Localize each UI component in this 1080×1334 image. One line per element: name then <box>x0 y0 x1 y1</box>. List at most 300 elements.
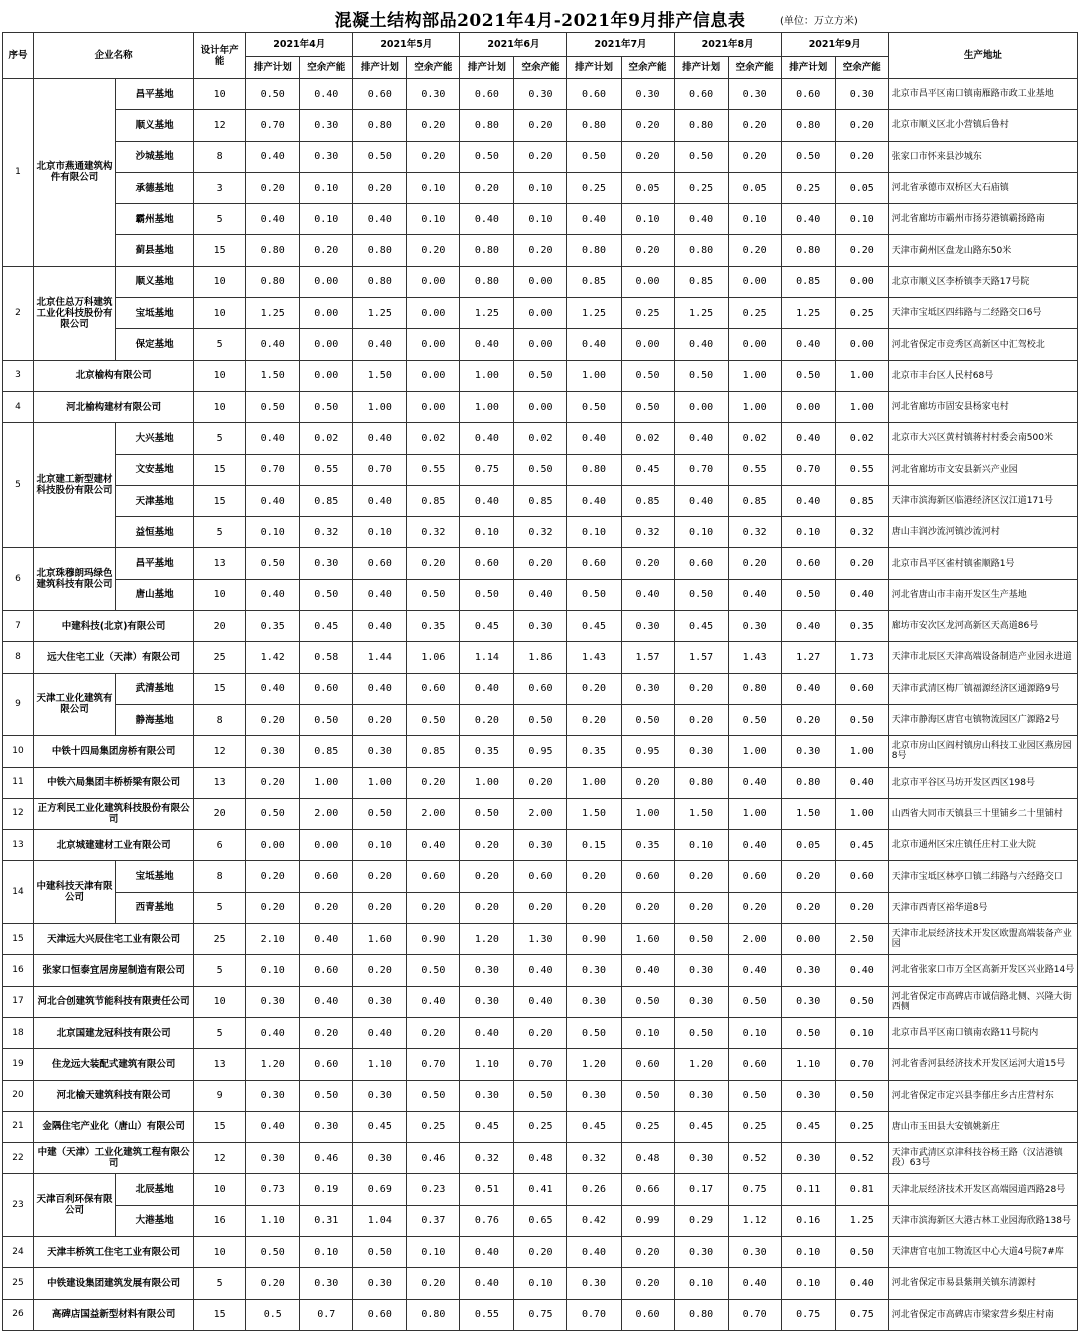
plan-cell: 0.30 <box>781 1143 835 1174</box>
plan-cell: 0.50 <box>246 1236 300 1267</box>
address-cell: 河北省保定市易县紫荆关镇东清源村 <box>888 1268 1077 1299</box>
plan-cell: 0.20 <box>781 861 835 892</box>
spare-cell: 0.00 <box>835 266 888 297</box>
spare-cell: 0.10 <box>407 172 460 203</box>
base-name: 大港基地 <box>116 1205 194 1236</box>
spare-cell: 1.60 <box>621 924 674 955</box>
seq-cell: 11 <box>3 767 34 798</box>
plan-cell: 0.20 <box>353 861 407 892</box>
spare-cell: 0.20 <box>621 235 674 266</box>
table-row <box>3 1049 1078 1080</box>
spare-cell: 0.70 <box>728 1299 781 1330</box>
spare-cell: 0.50 <box>407 704 460 735</box>
company-name: 中铁十四局集团房桥有限公司 <box>34 736 194 767</box>
spare-cell: 0.35 <box>407 611 460 642</box>
table-row <box>3 423 1078 454</box>
plan-cell: 0.30 <box>460 955 514 986</box>
table-row <box>3 736 1078 767</box>
address-cell: 河北省香河县经济技术开发区运河大道15号 <box>888 1049 1077 1080</box>
spare-cell: 0.00 <box>407 329 460 360</box>
seq-cell: 12 <box>3 798 34 829</box>
address-cell: 河北省张家口市万全区高新开发区兴业路14号 <box>888 955 1077 986</box>
spare-cell: 0.20 <box>407 141 460 172</box>
plan-cell: 0.80 <box>353 110 407 141</box>
capacity-cell: 10 <box>194 1236 246 1267</box>
company-name: 中铁六局集团丰桥桥梁有限公司 <box>34 767 194 798</box>
address-cell: 天津市宝坻区四纬路与二经路交口6号 <box>888 298 1077 329</box>
plan-cell: 0.80 <box>567 454 621 485</box>
plan-cell: 1.00 <box>567 360 621 391</box>
plan-cell: 0.35 <box>567 736 621 767</box>
plan-cell: 1.57 <box>674 642 728 673</box>
spare-cell: 0.45 <box>300 611 353 642</box>
plan-cell: 0.50 <box>781 141 835 172</box>
plan-cell: 1.14 <box>460 642 514 673</box>
header-month: 2021年9月 <box>781 33 888 57</box>
address-cell: 河北省承德市双桥区大石庙镇 <box>888 172 1077 203</box>
plan-cell: 0.35 <box>246 611 300 642</box>
spare-cell: 1.00 <box>835 391 888 422</box>
plan-cell: 0.20 <box>567 704 621 735</box>
spare-cell: 1.12 <box>728 1205 781 1236</box>
plan-cell: 0.40 <box>460 423 514 454</box>
capacity-cell: 10 <box>194 1174 246 1205</box>
table-row <box>3 360 1078 391</box>
base-name: 西青基地 <box>116 892 194 923</box>
plan-cell: 0.40 <box>460 1017 514 1048</box>
plan-cell: 0.80 <box>674 1299 728 1330</box>
seq-cell: 14 <box>3 861 34 924</box>
spare-cell: 0.40 <box>300 79 353 110</box>
spare-cell: 0.85 <box>407 736 460 767</box>
spare-cell: 0.30 <box>300 110 353 141</box>
company-name: 天津百利环保有限公司 <box>34 1174 116 1237</box>
plan-cell: 0.30 <box>353 1268 407 1299</box>
spare-cell: 0.20 <box>835 141 888 172</box>
address-cell: 北京市丰台区人民村68号 <box>888 360 1077 391</box>
spare-cell: 0.10 <box>835 204 888 235</box>
capacity-cell: 6 <box>194 830 246 861</box>
plan-cell: 0.50 <box>674 141 728 172</box>
spare-cell: 0.00 <box>728 329 781 360</box>
plan-cell: 0.20 <box>781 892 835 923</box>
page-title: 混凝土结构部品2021年4月-2021年9月排产信息表 <box>334 11 746 31</box>
spare-cell: 0.02 <box>514 423 567 454</box>
plan-cell: 0.20 <box>460 861 514 892</box>
spare-cell: 0.30 <box>300 1111 353 1142</box>
capacity-cell: 10 <box>194 79 246 110</box>
plan-cell: 0.80 <box>781 767 835 798</box>
address-cell: 河北省保定市高碑店市诚信路北侧、兴隆大街西侧 <box>888 986 1077 1017</box>
plan-cell: 0.90 <box>567 924 621 955</box>
spare-cell: 0.60 <box>621 861 674 892</box>
plan-cell: 1.25 <box>674 298 728 329</box>
base-name: 保定基地 <box>116 329 194 360</box>
plan-cell: 1.10 <box>353 1049 407 1080</box>
plan-cell: 0.40 <box>781 673 835 704</box>
base-name: 宝坻基地 <box>116 298 194 329</box>
company-name: 北京城建建材工业有限公司 <box>34 830 194 861</box>
spare-cell: 0.20 <box>621 141 674 172</box>
address-cell: 北京市顺义区李桥镇李天路17号院 <box>888 266 1077 297</box>
header-spare: 空余产能 <box>621 57 674 79</box>
spare-cell: 0.40 <box>835 767 888 798</box>
plan-cell: 0.80 <box>674 235 728 266</box>
spare-cell: 0.10 <box>514 172 567 203</box>
spare-cell: 0.75 <box>835 1299 888 1330</box>
spare-cell: 0.35 <box>621 830 674 861</box>
spare-cell: 0.25 <box>621 298 674 329</box>
seq-cell: 23 <box>3 1174 34 1237</box>
spare-cell: 0.75 <box>728 1174 781 1205</box>
seq-cell: 18 <box>3 1017 34 1048</box>
spare-cell: 0.60 <box>300 955 353 986</box>
table-row <box>3 924 1078 955</box>
capacity-cell: 25 <box>194 924 246 955</box>
plan-cell: 0.20 <box>674 704 728 735</box>
header-address: 生产地址 <box>888 33 1077 79</box>
plan-cell: 1.42 <box>246 642 300 673</box>
spare-cell: 0.85 <box>300 736 353 767</box>
table-row <box>3 955 1078 986</box>
plan-cell: 0.10 <box>674 830 728 861</box>
spare-cell: 0.00 <box>300 329 353 360</box>
company-name: 中建（天津）工业化建筑工程有限公司 <box>34 1143 194 1174</box>
plan-cell: 0.30 <box>781 1080 835 1111</box>
plan-cell: 0.30 <box>781 955 835 986</box>
capacity-cell: 8 <box>194 704 246 735</box>
plan-cell: 1.25 <box>460 298 514 329</box>
spare-cell: 1.00 <box>728 798 781 829</box>
spare-cell: 0.50 <box>621 986 674 1017</box>
spare-cell: 0.50 <box>300 1080 353 1111</box>
spare-cell: 0.20 <box>300 235 353 266</box>
plan-cell: 0.30 <box>353 986 407 1017</box>
address-cell: 唐山市玉田县大安镇姚新庄 <box>888 1111 1077 1142</box>
plan-cell: 0.80 <box>674 110 728 141</box>
spare-cell: 0.50 <box>621 704 674 735</box>
base-name: 静海基地 <box>116 704 194 735</box>
spare-cell: 0.20 <box>621 1236 674 1267</box>
spare-cell: 0.70 <box>835 1049 888 1080</box>
plan-cell: 0.25 <box>567 172 621 203</box>
company-name: 北京国建龙冠科技有限公司 <box>34 1017 194 1048</box>
plan-cell: 1.10 <box>781 1049 835 1080</box>
plan-cell: 0.40 <box>353 611 407 642</box>
plan-cell: 0.75 <box>781 1299 835 1330</box>
plan-cell: 0.50 <box>246 79 300 110</box>
plan-cell: 0.40 <box>353 423 407 454</box>
header-plan: 排产计划 <box>567 57 621 79</box>
spare-cell: 0.20 <box>835 892 888 923</box>
spare-cell: 0.48 <box>621 1143 674 1174</box>
header-plan: 排产计划 <box>460 57 514 79</box>
spare-cell: 0.50 <box>621 1080 674 1111</box>
spare-cell: 2.00 <box>300 798 353 829</box>
header-plan: 排产计划 <box>781 57 835 79</box>
plan-cell: 0.20 <box>246 172 300 203</box>
capacity-cell: 5 <box>194 1017 246 1048</box>
plan-cell: 1.20 <box>567 1049 621 1080</box>
address-cell: 北京市顺义区北小营镇后鲁村 <box>888 110 1077 141</box>
spare-cell: 0.25 <box>728 298 781 329</box>
address-cell: 北京市房山区阎村镇房山科技工业园区燕房园8号 <box>888 736 1077 767</box>
plan-cell: 1.00 <box>353 767 407 798</box>
plan-cell: 0.40 <box>567 204 621 235</box>
table-row <box>3 204 1078 235</box>
plan-cell: 0.80 <box>460 266 514 297</box>
spare-cell: 1.00 <box>835 798 888 829</box>
spare-cell: 0.40 <box>514 955 567 986</box>
plan-cell: 0.30 <box>246 1143 300 1174</box>
spare-cell: 0.85 <box>728 485 781 516</box>
capacity-cell: 5 <box>194 423 246 454</box>
table-row <box>3 329 1078 360</box>
company-name: 住龙远大装配式建筑有限公司 <box>34 1049 194 1080</box>
header-plan: 排产计划 <box>353 57 407 79</box>
plan-cell: 0.50 <box>674 924 728 955</box>
spare-cell: 0.20 <box>514 767 567 798</box>
spare-cell: 0.40 <box>514 579 567 610</box>
plan-cell: 0.30 <box>781 736 835 767</box>
capacity-cell: 15 <box>194 485 246 516</box>
company-name: 北京榆构有限公司 <box>34 360 194 391</box>
table-row <box>3 391 1078 422</box>
spare-cell: 0.40 <box>728 767 781 798</box>
spare-cell: 0.20 <box>407 767 460 798</box>
spare-cell: 1.00 <box>835 360 888 391</box>
spare-cell: 0.7 <box>300 1299 353 1330</box>
address-cell: 天津唐官屯加工物流区中心大道4号院7#库 <box>888 1236 1077 1267</box>
plan-cell: 0.40 <box>353 579 407 610</box>
plan-cell: 0.40 <box>246 673 300 704</box>
spare-cell: 0.10 <box>621 204 674 235</box>
address-cell: 唐山丰润沙流河镇沙流河村 <box>888 517 1077 548</box>
spare-cell: 0.20 <box>514 1236 567 1267</box>
address-cell: 天津市宝坻区林亭口镇二纬路与六经路交口 <box>888 861 1077 892</box>
spare-cell: 0.80 <box>728 673 781 704</box>
seq-cell: 19 <box>3 1049 34 1080</box>
capacity-cell: 3 <box>194 172 246 203</box>
spare-cell: 0.45 <box>835 830 888 861</box>
company-name: 中铁建设集团建筑发展有限公司 <box>34 1268 194 1299</box>
plan-cell: 0.40 <box>460 673 514 704</box>
plan-cell: 0.60 <box>567 548 621 579</box>
plan-cell: 0.85 <box>781 266 835 297</box>
spare-cell: 0.20 <box>514 141 567 172</box>
capacity-cell: 15 <box>194 454 246 485</box>
spare-cell: 0.35 <box>835 611 888 642</box>
plan-cell: 0.70 <box>781 454 835 485</box>
spare-cell: 0.60 <box>300 673 353 704</box>
base-name: 天津基地 <box>116 485 194 516</box>
plan-cell: 1.60 <box>353 924 407 955</box>
plan-cell: 0.00 <box>246 830 300 861</box>
table-row <box>3 798 1078 829</box>
plan-cell: 0.40 <box>460 204 514 235</box>
table-title-bar <box>0 0 1080 32</box>
plan-cell: 0.40 <box>674 485 728 516</box>
spare-cell: 0.10 <box>300 1236 353 1267</box>
plan-cell: 1.04 <box>353 1205 407 1236</box>
table-row <box>3 454 1078 485</box>
spare-cell: 0.23 <box>407 1174 460 1205</box>
address-cell: 北京市昌平区雀村镇雀顺路1号 <box>888 548 1077 579</box>
address-cell: 河北省廊坊市霸州市扬芬港镇霸扬路南 <box>888 204 1077 235</box>
spare-cell: 2.00 <box>514 798 567 829</box>
spare-cell: 0.58 <box>300 642 353 673</box>
spare-cell: 0.95 <box>621 736 674 767</box>
plan-cell: 0.10 <box>781 1236 835 1267</box>
header-month: 2021年7月 <box>567 33 674 57</box>
plan-cell: 0.20 <box>567 861 621 892</box>
address-cell: 北京市昌平区南口镇南农路11号院内 <box>888 1017 1077 1048</box>
plan-cell: 0.85 <box>674 266 728 297</box>
spare-cell: 0.20 <box>835 235 888 266</box>
plan-cell: 0.40 <box>353 485 407 516</box>
spare-cell: 0.50 <box>621 360 674 391</box>
plan-cell: 0.80 <box>567 110 621 141</box>
capacity-cell: 10 <box>194 360 246 391</box>
address-cell: 天津北辰经济技术开发区高端园道西路28号 <box>888 1174 1077 1205</box>
address-cell: 河北省廊坊市文安县新兴产业园 <box>888 454 1077 485</box>
seq-cell: 1 <box>3 79 34 267</box>
spare-cell: 0.40 <box>407 830 460 861</box>
spare-cell: 0.40 <box>835 579 888 610</box>
spare-cell: 0.05 <box>835 172 888 203</box>
plan-cell: 0.20 <box>460 172 514 203</box>
plan-cell: 0.50 <box>246 798 300 829</box>
spare-cell: 0.30 <box>621 673 674 704</box>
plan-cell: 0.15 <box>567 830 621 861</box>
spare-cell: 0.30 <box>407 79 460 110</box>
capacity-cell: 10 <box>194 266 246 297</box>
plan-cell: 0.45 <box>674 1111 728 1142</box>
spare-cell: 0.20 <box>407 1268 460 1299</box>
table-row <box>3 298 1078 329</box>
spare-cell: 0.60 <box>728 861 781 892</box>
company-name: 中建科技天津有限公司 <box>34 861 116 924</box>
address-cell: 河北省保定市竞秀区高新区中汇驾校北 <box>888 329 1077 360</box>
header-spare: 空余产能 <box>300 57 353 79</box>
plan-cell: 1.10 <box>246 1205 300 1236</box>
plan-cell: 0.10 <box>674 1268 728 1299</box>
spare-cell: 0.10 <box>300 204 353 235</box>
plan-cell: 0.40 <box>246 423 300 454</box>
plan-cell: 0.50 <box>674 1017 728 1048</box>
capacity-cell: 5 <box>194 892 246 923</box>
address-cell: 天津市蓟州区盘龙山路东50米 <box>888 235 1077 266</box>
capacity-cell: 13 <box>194 1049 246 1080</box>
plan-cell: 0.05 <box>781 830 835 861</box>
plan-cell: 0.60 <box>781 548 835 579</box>
table-row <box>3 611 1078 642</box>
spare-cell: 0.85 <box>835 485 888 516</box>
capacity-cell: 5 <box>194 1268 246 1299</box>
spare-cell: 0.02 <box>835 423 888 454</box>
plan-cell: 0.85 <box>567 266 621 297</box>
spare-cell: 1.00 <box>835 736 888 767</box>
capacity-cell: 8 <box>194 141 246 172</box>
plan-cell: 0.40 <box>781 423 835 454</box>
seq-cell: 5 <box>3 423 34 548</box>
spare-cell: 0.00 <box>514 329 567 360</box>
spare-cell: 0.48 <box>514 1143 567 1174</box>
capacity-cell: 15 <box>194 673 246 704</box>
plan-cell: 0.40 <box>781 485 835 516</box>
capacity-cell: 10 <box>194 579 246 610</box>
header-spare: 空余产能 <box>514 57 567 79</box>
plan-cell: 0.30 <box>674 986 728 1017</box>
plan-cell: 0.50 <box>781 579 835 610</box>
plan-cell: 1.25 <box>246 298 300 329</box>
plan-cell: 0.40 <box>460 1268 514 1299</box>
plan-cell: 0.30 <box>674 1236 728 1267</box>
company-name: 中建科技(北京)有限公司 <box>34 611 194 642</box>
spare-cell: 0.00 <box>407 391 460 422</box>
spare-cell: 0.60 <box>300 1049 353 1080</box>
table-row <box>3 110 1078 141</box>
plan-cell: 0.30 <box>353 736 407 767</box>
plan-cell: 1.27 <box>781 642 835 673</box>
base-name: 大兴基地 <box>116 423 194 454</box>
plan-cell: 1.25 <box>353 298 407 329</box>
spare-cell: 0.55 <box>300 454 353 485</box>
seq-cell: 4 <box>3 391 34 422</box>
seq-cell: 6 <box>3 548 34 611</box>
plan-cell: 0.40 <box>353 329 407 360</box>
plan-cell: 0.10 <box>353 517 407 548</box>
table-row <box>3 79 1078 110</box>
spare-cell: 0.40 <box>621 579 674 610</box>
plan-cell: 0.40 <box>567 423 621 454</box>
table-row <box>3 141 1078 172</box>
plan-cell: 0.45 <box>460 611 514 642</box>
plan-cell: 0.5 <box>246 1299 300 1330</box>
spare-cell: 1.25 <box>835 1205 888 1236</box>
address-cell: 北京市通州区宋庄镇任庄村工业大院 <box>888 830 1077 861</box>
seq-cell: 16 <box>3 955 34 986</box>
plan-cell: 0.10 <box>460 517 514 548</box>
capacity-cell: 12 <box>194 1143 246 1174</box>
spare-cell: 2.00 <box>728 924 781 955</box>
spare-cell: 0.60 <box>621 1299 674 1330</box>
plan-cell: 0.60 <box>674 548 728 579</box>
plan-cell: 0.80 <box>781 110 835 141</box>
seq-cell: 8 <box>3 642 34 673</box>
table-row <box>3 1205 1078 1236</box>
spare-cell: 0.52 <box>835 1143 888 1174</box>
spare-cell: 0.00 <box>300 298 353 329</box>
spare-cell: 0.20 <box>835 548 888 579</box>
plan-cell: 0.40 <box>246 329 300 360</box>
spare-cell: 0.20 <box>728 892 781 923</box>
plan-cell: 0.10 <box>674 517 728 548</box>
plan-cell: 0.40 <box>567 485 621 516</box>
spare-cell: 0.30 <box>621 611 674 642</box>
plan-cell: 0.25 <box>781 172 835 203</box>
seq-cell: 13 <box>3 830 34 861</box>
plan-cell: 1.10 <box>460 1049 514 1080</box>
base-name: 顺义基地 <box>116 110 194 141</box>
plan-cell: 0.50 <box>353 141 407 172</box>
spare-cell: 0.50 <box>835 704 888 735</box>
plan-cell: 0.40 <box>353 204 407 235</box>
spare-cell: 0.81 <box>835 1174 888 1205</box>
plan-cell: 0.60 <box>781 79 835 110</box>
spare-cell: 0.20 <box>728 235 781 266</box>
seq-cell: 21 <box>3 1111 34 1142</box>
